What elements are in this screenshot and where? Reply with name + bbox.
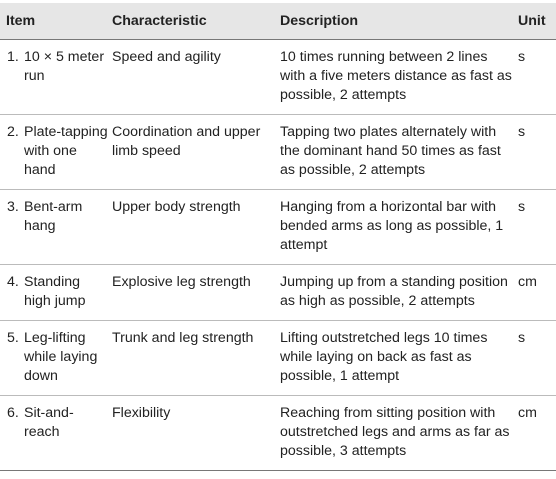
unit-cell: cm <box>516 396 556 471</box>
description-cell: Jumping up from a standing position as high as possible, 2 attempts <box>276 265 516 321</box>
unit-cell: cm <box>516 265 556 321</box>
item-name: Leg-lifting while laying down <box>24 330 98 384</box>
unit-cell: s <box>516 190 556 265</box>
item-cell <box>0 396 108 471</box>
item-cell <box>0 40 108 115</box>
item-name: Bent-arm hang <box>24 199 83 234</box>
table-header <box>0 3 556 40</box>
characteristic-cell: Upper body strength <box>108 190 276 265</box>
characteristic-cell: Speed and agility <box>108 40 276 115</box>
description-cell: 10 times running between 2 lines with a five meters distance as fast as possible, 2 attempts <box>276 40 516 115</box>
table-row <box>0 190 556 265</box>
item-number: 6. <box>7 405 19 421</box>
table-row <box>0 396 556 471</box>
item-cell <box>0 115 108 190</box>
item-number: 1. <box>7 49 19 65</box>
characteristic-cell: Trunk and leg strength <box>108 321 276 396</box>
header-unit: Unit <box>516 3 556 40</box>
item-number: 3. <box>7 199 19 215</box>
table-body <box>0 40 556 471</box>
table-row <box>0 265 556 321</box>
item-cell <box>0 321 108 396</box>
item-name: Standing high jump <box>24 274 86 309</box>
item-number: 4. <box>7 274 19 290</box>
characteristic-cell: Flexibility <box>108 396 276 471</box>
item-number: 2. <box>7 124 19 140</box>
item-cell <box>0 190 108 265</box>
item-name: Sit-and-reach <box>24 405 74 440</box>
description-cell: Lifting outstretched legs 10 times while laying on back as fast as possible, 1 attempt <box>276 321 516 396</box>
header-description: Description <box>276 3 516 40</box>
table-row <box>0 40 556 115</box>
header-item: Item <box>0 3 108 40</box>
item-name: Plate-tapping with one hand <box>24 124 108 178</box>
description-cell: Tapping two plates alternately with the dominant hand 50 times as fast as possible, 2 attempts <box>276 115 516 190</box>
table-row <box>0 115 556 190</box>
unit-cell: s <box>516 40 556 115</box>
unit-cell: s <box>516 321 556 396</box>
characteristic-cell: Explosive leg strength <box>108 265 276 321</box>
item-number: 5. <box>7 330 19 346</box>
item-cell <box>0 265 108 321</box>
header-row <box>0 3 556 40</box>
description-cell: Reaching from sitting position with outstretched legs and arms as far as possible, 3 attempts <box>276 396 516 471</box>
table-row <box>0 321 556 396</box>
unit-cell: s <box>516 115 556 190</box>
description-cell: Hanging from a horizontal bar with bended arms as long as possible, 1 attempt <box>276 190 516 265</box>
header-characteristic: Characteristic <box>108 3 276 40</box>
item-name: 10 × 5 meter run <box>24 49 105 84</box>
fitness-test-table <box>0 3 556 471</box>
characteristic-cell: Coordination and upper limb speed <box>108 115 276 190</box>
